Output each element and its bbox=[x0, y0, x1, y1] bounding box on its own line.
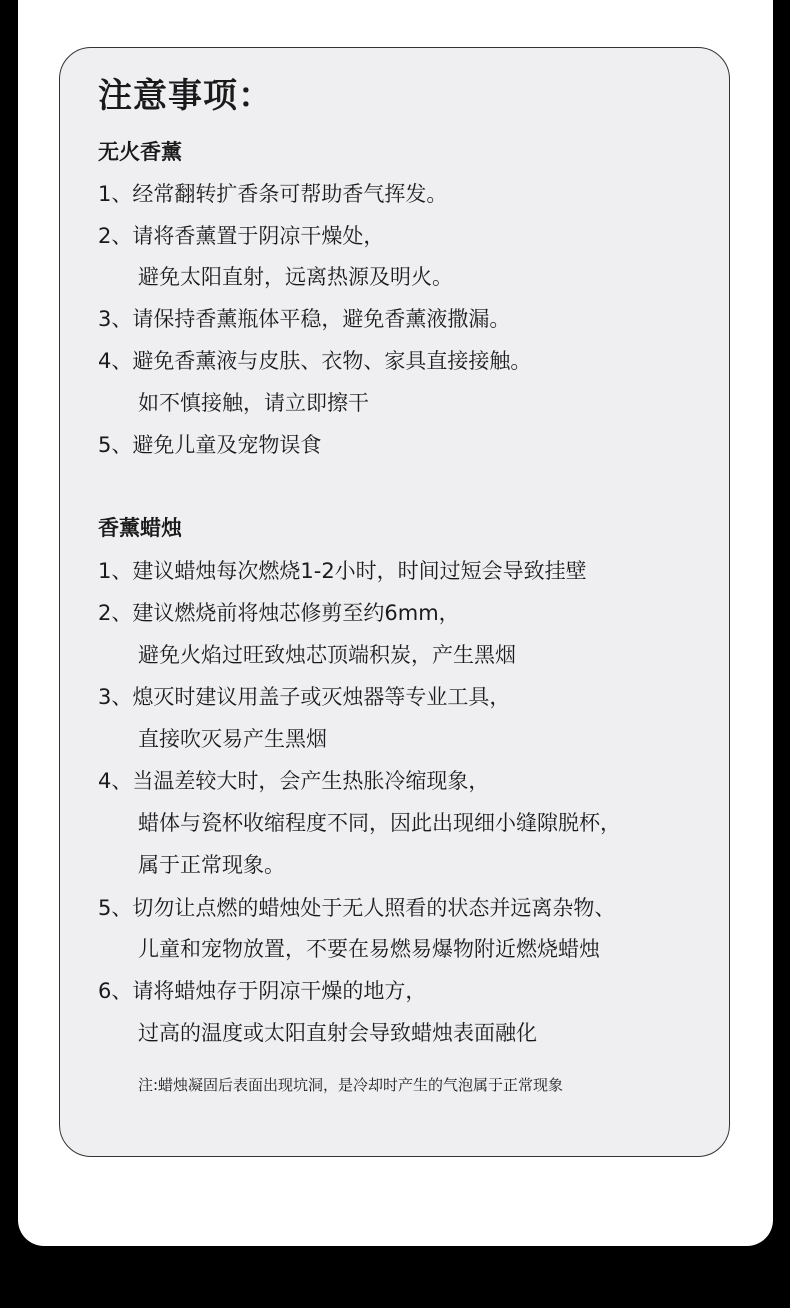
item-continuation: 属于正常现象。 bbox=[138, 853, 285, 877]
item-number: 3、 bbox=[98, 307, 133, 331]
list-item bbox=[98, 766, 489, 796]
list-item bbox=[98, 598, 460, 628]
item-number: 2、 bbox=[98, 224, 133, 248]
item-text: 避免香薰液与皮肤、衣物、家具直接接触。 bbox=[132, 349, 532, 373]
section-heading-scented-candle: 香薰蜡烛 bbox=[98, 516, 182, 540]
item-text: 请将蜡烛存于阴凉干燥的地方， bbox=[132, 979, 427, 1003]
item-number: 1、 bbox=[98, 559, 133, 583]
item-text: 熄灭时建议用盖子或灭烛器等专业工具， bbox=[132, 685, 511, 709]
list-item bbox=[98, 893, 615, 923]
item-text: 建议蜡烛每次燃烧1-2小时，时间过短会导致挂壁 bbox=[132, 559, 587, 583]
list-item bbox=[98, 556, 587, 586]
item-continuation: 儿童和宠物放置，不要在易燃易爆物附近燃烧蜡烛 bbox=[138, 937, 600, 961]
item-text: 请保持香薰瓶体平稳，避免香薰液撒漏。 bbox=[132, 307, 511, 331]
list-item bbox=[98, 304, 510, 334]
item-number: 4、 bbox=[98, 769, 133, 793]
item-number: 2、 bbox=[98, 601, 133, 625]
item-continuation: 蜡体与瓷杯收缩程度不同，因此出现细小缝隙脱杯， bbox=[138, 811, 621, 835]
item-text: 经常翻转扩香条可帮助香气挥发。 bbox=[132, 182, 448, 206]
item-number: 4、 bbox=[98, 349, 133, 373]
item-continuation: 避免太阳直射，远离热源及明火。 bbox=[138, 265, 453, 289]
list-item bbox=[98, 221, 384, 251]
item-text: 切勿让点燃的蜡烛处于无人照看的状态并远离杂物、 bbox=[132, 896, 616, 920]
item-text: 建议燃烧前将烛芯修剪至约6mm， bbox=[132, 601, 460, 625]
item-number: 3、 bbox=[98, 685, 133, 709]
item-continuation: 直接吹灭易产生黑烟 bbox=[138, 727, 327, 751]
item-text: 请将香薰置于阴凉干燥处， bbox=[132, 224, 385, 248]
item-number: 6、 bbox=[98, 979, 133, 1003]
footnote: 注:蜡烛凝固后表面出现坑洞，是冷却时产生的气泡属于正常现象 bbox=[138, 1076, 564, 1094]
list-item bbox=[98, 346, 531, 376]
section-heading-reed-diffuser: 无火香薰 bbox=[98, 140, 182, 164]
item-continuation: 过高的温度或太阳直射会导致蜡烛表面融化 bbox=[138, 1021, 537, 1045]
item-number: 5、 bbox=[98, 896, 133, 920]
item-continuation: 避免火焰过旺致烛芯顶端积炭，产生黑烟 bbox=[138, 643, 516, 667]
item-text: 避免儿童及宠物误食 bbox=[132, 433, 322, 457]
list-item bbox=[98, 430, 321, 460]
page-title: 注意事项： bbox=[98, 76, 273, 116]
item-continuation: 如不慎接触，请立即擦干 bbox=[138, 391, 369, 415]
list-item bbox=[98, 976, 426, 1006]
item-number: 1、 bbox=[98, 182, 133, 206]
list-item bbox=[98, 179, 447, 209]
item-text: 当温差较大时，会产生热胀冷缩现象， bbox=[132, 769, 490, 793]
item-number: 5、 bbox=[98, 433, 133, 457]
list-item bbox=[98, 682, 510, 712]
